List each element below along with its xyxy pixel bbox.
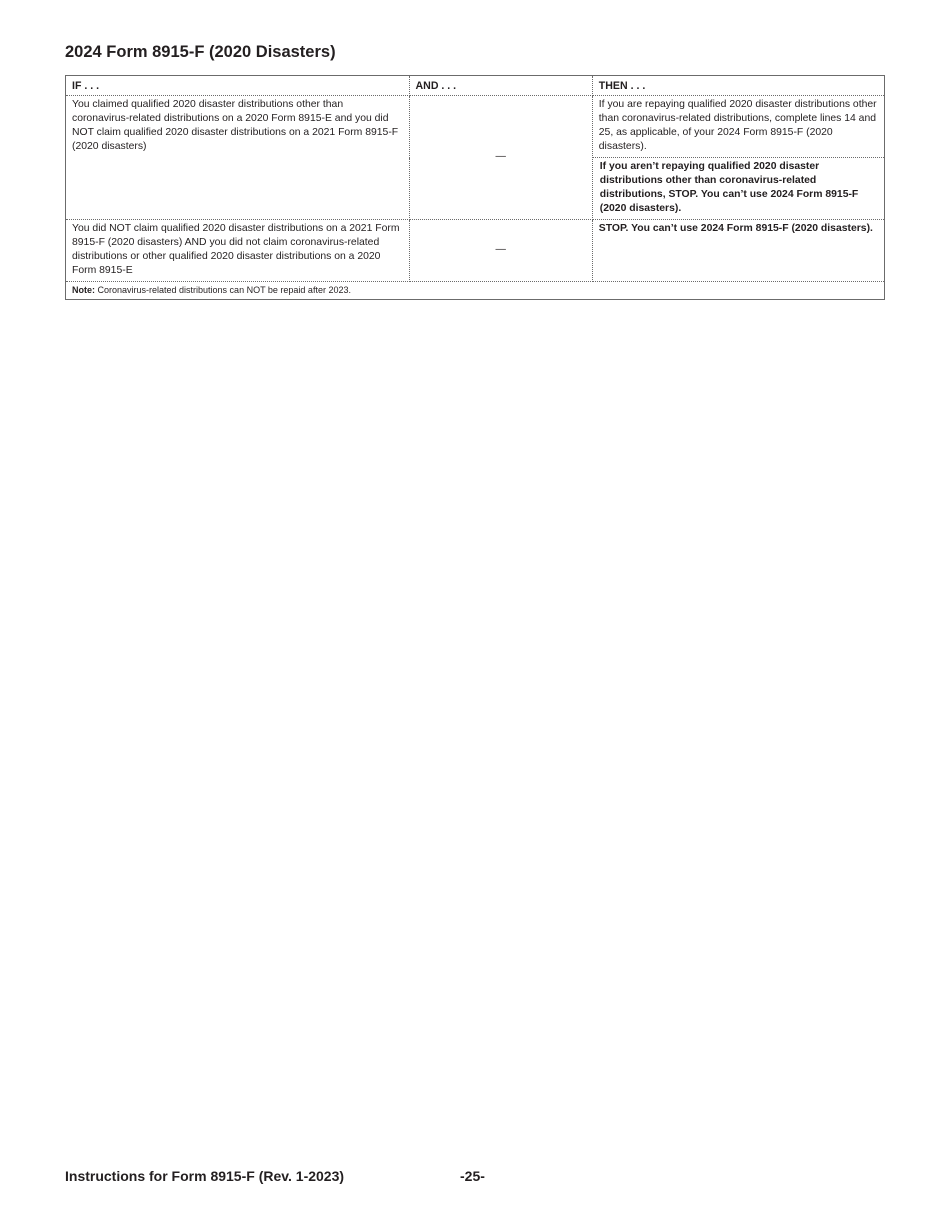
row2-then-cell: STOP. You can’t use 2024 Form 8915-F (2020 disasters). xyxy=(592,220,884,282)
decision-table xyxy=(65,75,885,300)
note-row xyxy=(66,282,885,300)
row1-and-cell: — xyxy=(409,96,592,220)
header-and: AND . . . xyxy=(409,76,592,96)
page-title: 2024 Form 8915-F (2020 Disasters) xyxy=(65,43,336,61)
table-row xyxy=(66,220,885,282)
row1-then-not-repaying-text: If you aren’t repaying qualified 2020 disaster distributions other than coronavirus-related distributions, STOP. You can’t use 2024 Form 8915-F (2020 disasters). xyxy=(599,161,859,214)
row1-then-not-repaying xyxy=(592,158,884,220)
row1-then-repaying: If you are repaying qualified 2020 disaster distributions other than coronavirus-related distributions, complete lines 14 and 25, as applicable, of your 2024 Form 8915-F (2020 disasters). xyxy=(592,96,884,158)
header-then: THEN . . . xyxy=(592,76,884,96)
footer-form-title: Instructions for Form 8915-F (Rev. 1-2023) xyxy=(65,1168,345,1184)
note-cell xyxy=(66,282,885,300)
row1-if-cell: You claimed qualified 2020 disaster distributions other than coronavirus-related distributions on a 2020 Form 8915-E and you did NOT claim qualified 2020 disaster distributions on a 2021 Form 8915-F (2020 disasters) xyxy=(66,96,410,220)
table-row xyxy=(66,96,885,158)
note-label: Note: xyxy=(72,285,95,295)
page-number: -25- xyxy=(460,1168,485,1184)
row2-and-cell: — xyxy=(409,220,592,282)
header-if: IF . . . xyxy=(66,76,410,96)
note-text: Coronavirus-related distributions can NOT be repaid after 2023. xyxy=(95,285,351,295)
table-header-row xyxy=(66,76,885,96)
row2-if-cell: You did NOT claim qualified 2020 disaster distributions on a 2021 Form 8915-F (2020 disasters) AND you did not claim coronavirus-related distributions or other qualified 2020 disaster distributions on a 2020 Form 8915-E xyxy=(66,220,410,282)
